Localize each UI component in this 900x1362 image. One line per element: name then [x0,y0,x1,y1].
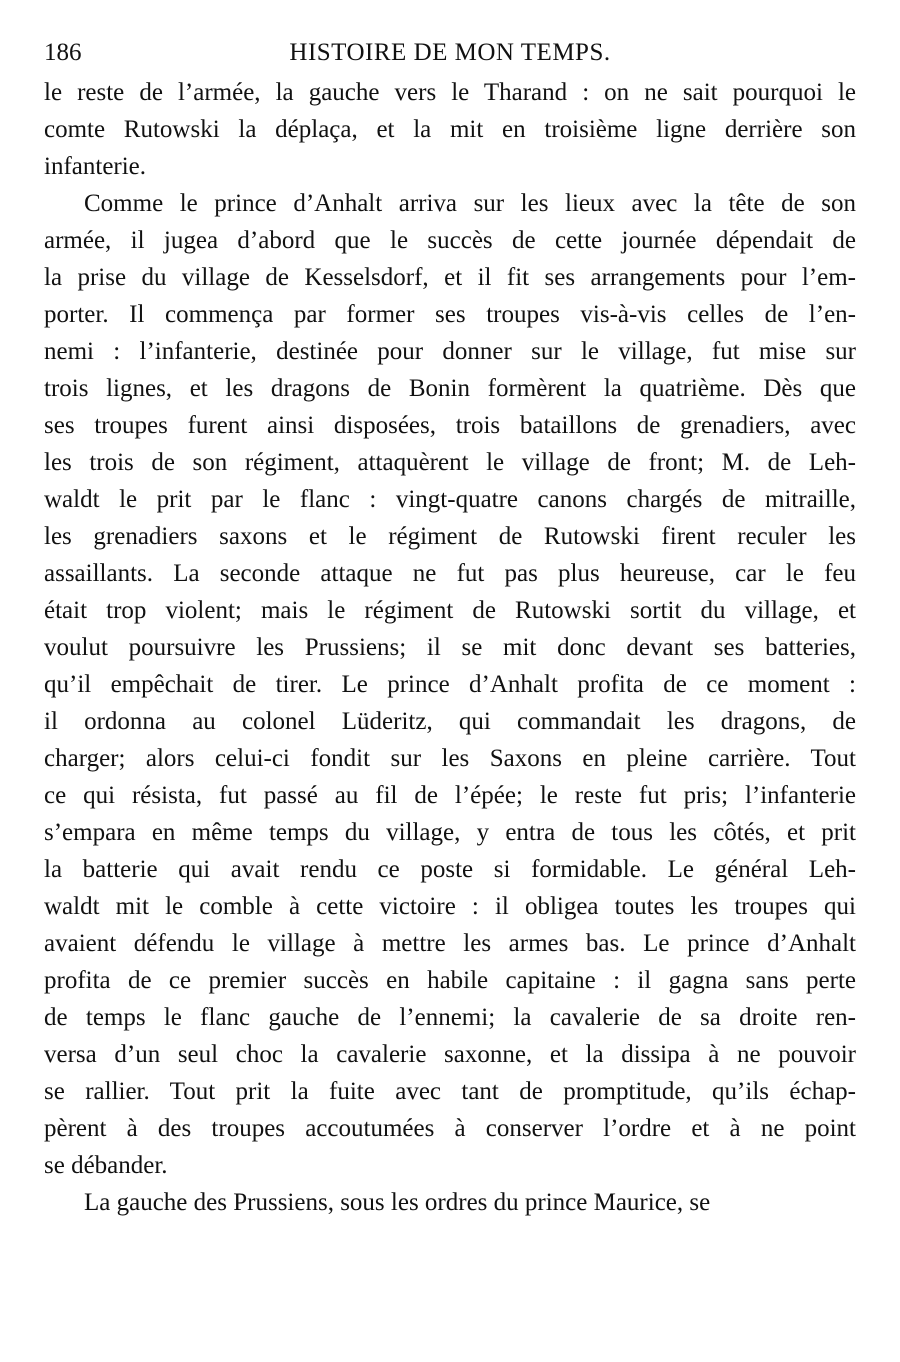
text-line: versa d’un seul choc la cavalerie saxonne, et la dissipa à ne pouvoir [44,1041,856,1068]
page-number: 186 [44,39,82,66]
paragraph [44,185,856,1184]
text-line: infanterie. [44,153,147,180]
text-line: les trois de son régiment, attaquèrent le village de front; M. de Leh- [44,449,856,476]
text-line: qu’il empêchait de tirer. Le prince d’Anhalt profita de ce moment : [44,671,856,698]
paragraph [44,1184,856,1221]
text-line: waldt le prit par le flanc : vingt-quatre canons chargés de mitraille, [44,486,856,513]
text-line: il ordonna au colonel Lüderitz, qui commandait les dragons, de [44,708,856,735]
text-line: ses troupes furent ainsi disposées, trois bataillons de grenadiers, avec [44,412,856,439]
text-line: se rallier. Tout prit la fuite avec tant de promptitude, qu’ils échap- [44,1078,856,1105]
text-line: porter. Il commença par former ses troupes vis-à-vis celles de l’en- [44,301,856,328]
text-line: la prise du village de Kesselsdorf, et il fit ses arrangements pour l’em- [44,264,856,291]
text-line: Comme le prince d’Anhalt arriva sur les lieux avec la tête de son [84,190,856,217]
text-line: était trop violent; mais le régiment de Rutowski sortit du village, et [44,597,856,624]
body-text [44,74,856,1221]
text-line: trois lignes, et les dragons de Bonin formèrent la quatrième. Dès que [44,375,856,402]
text-line: charger; alors celui-ci fondit sur les Saxons en pleine carrière. Tout [44,745,856,772]
text-line: La gauche des Prussiens, sous les ordres du prince Maurice, se [84,1189,711,1216]
text-line: profita de ce premier succès en habile capitaine : il gagna sans perte [44,967,856,994]
text-line: la batterie qui avait rendu ce poste si formidable. Le général Leh- [44,856,856,883]
text-line: les grenadiers saxons et le régiment de Rutowski firent reculer les [44,523,856,550]
book-page [44,32,856,1221]
text-line: ce qui résista, fut passé au fil de l’épée; le reste fut pris; l’infanterie [44,782,856,809]
text-line: armée, il jugea d’abord que le succès de cette journée dépendait de [44,227,856,254]
text-line: comte Rutowski la déplaça, et la mit en troisième ligne derrière son [44,116,856,143]
text-line: assaillants. La seconde attaque ne fut pas plus heureuse, car le feu [44,560,856,587]
text-line: se débander. [44,1152,168,1179]
text-line: s’empara en même temps du village, y entra de tous les côtés, et prit [44,819,856,846]
text-line: voulut poursuivre les Prussiens; il se mit donc devant ses batteries, [44,634,856,661]
text-line: nemi : l’infanterie, destinée pour donner sur le village, fut mise sur [44,338,856,365]
text-line: le reste de l’armée, la gauche vers le Tharand : on ne sait pourquoi le [44,79,856,106]
running-title: HISTOIRE DE MON TEMPS. [289,39,611,66]
running-head [44,32,856,74]
text-line: waldt mit le comble à cette victoire : il obligea toutes les troupes qui [44,893,856,920]
paragraph [44,74,856,185]
text-line: pèrent à des troupes accoutumées à conserver l’ordre et à ne point [44,1115,856,1142]
text-line: de temps le flanc gauche de l’ennemi; la cavalerie de sa droite ren- [44,1004,856,1031]
text-line: avaient défendu le village à mettre les armes bas. Le prince d’Anhalt [44,930,856,957]
